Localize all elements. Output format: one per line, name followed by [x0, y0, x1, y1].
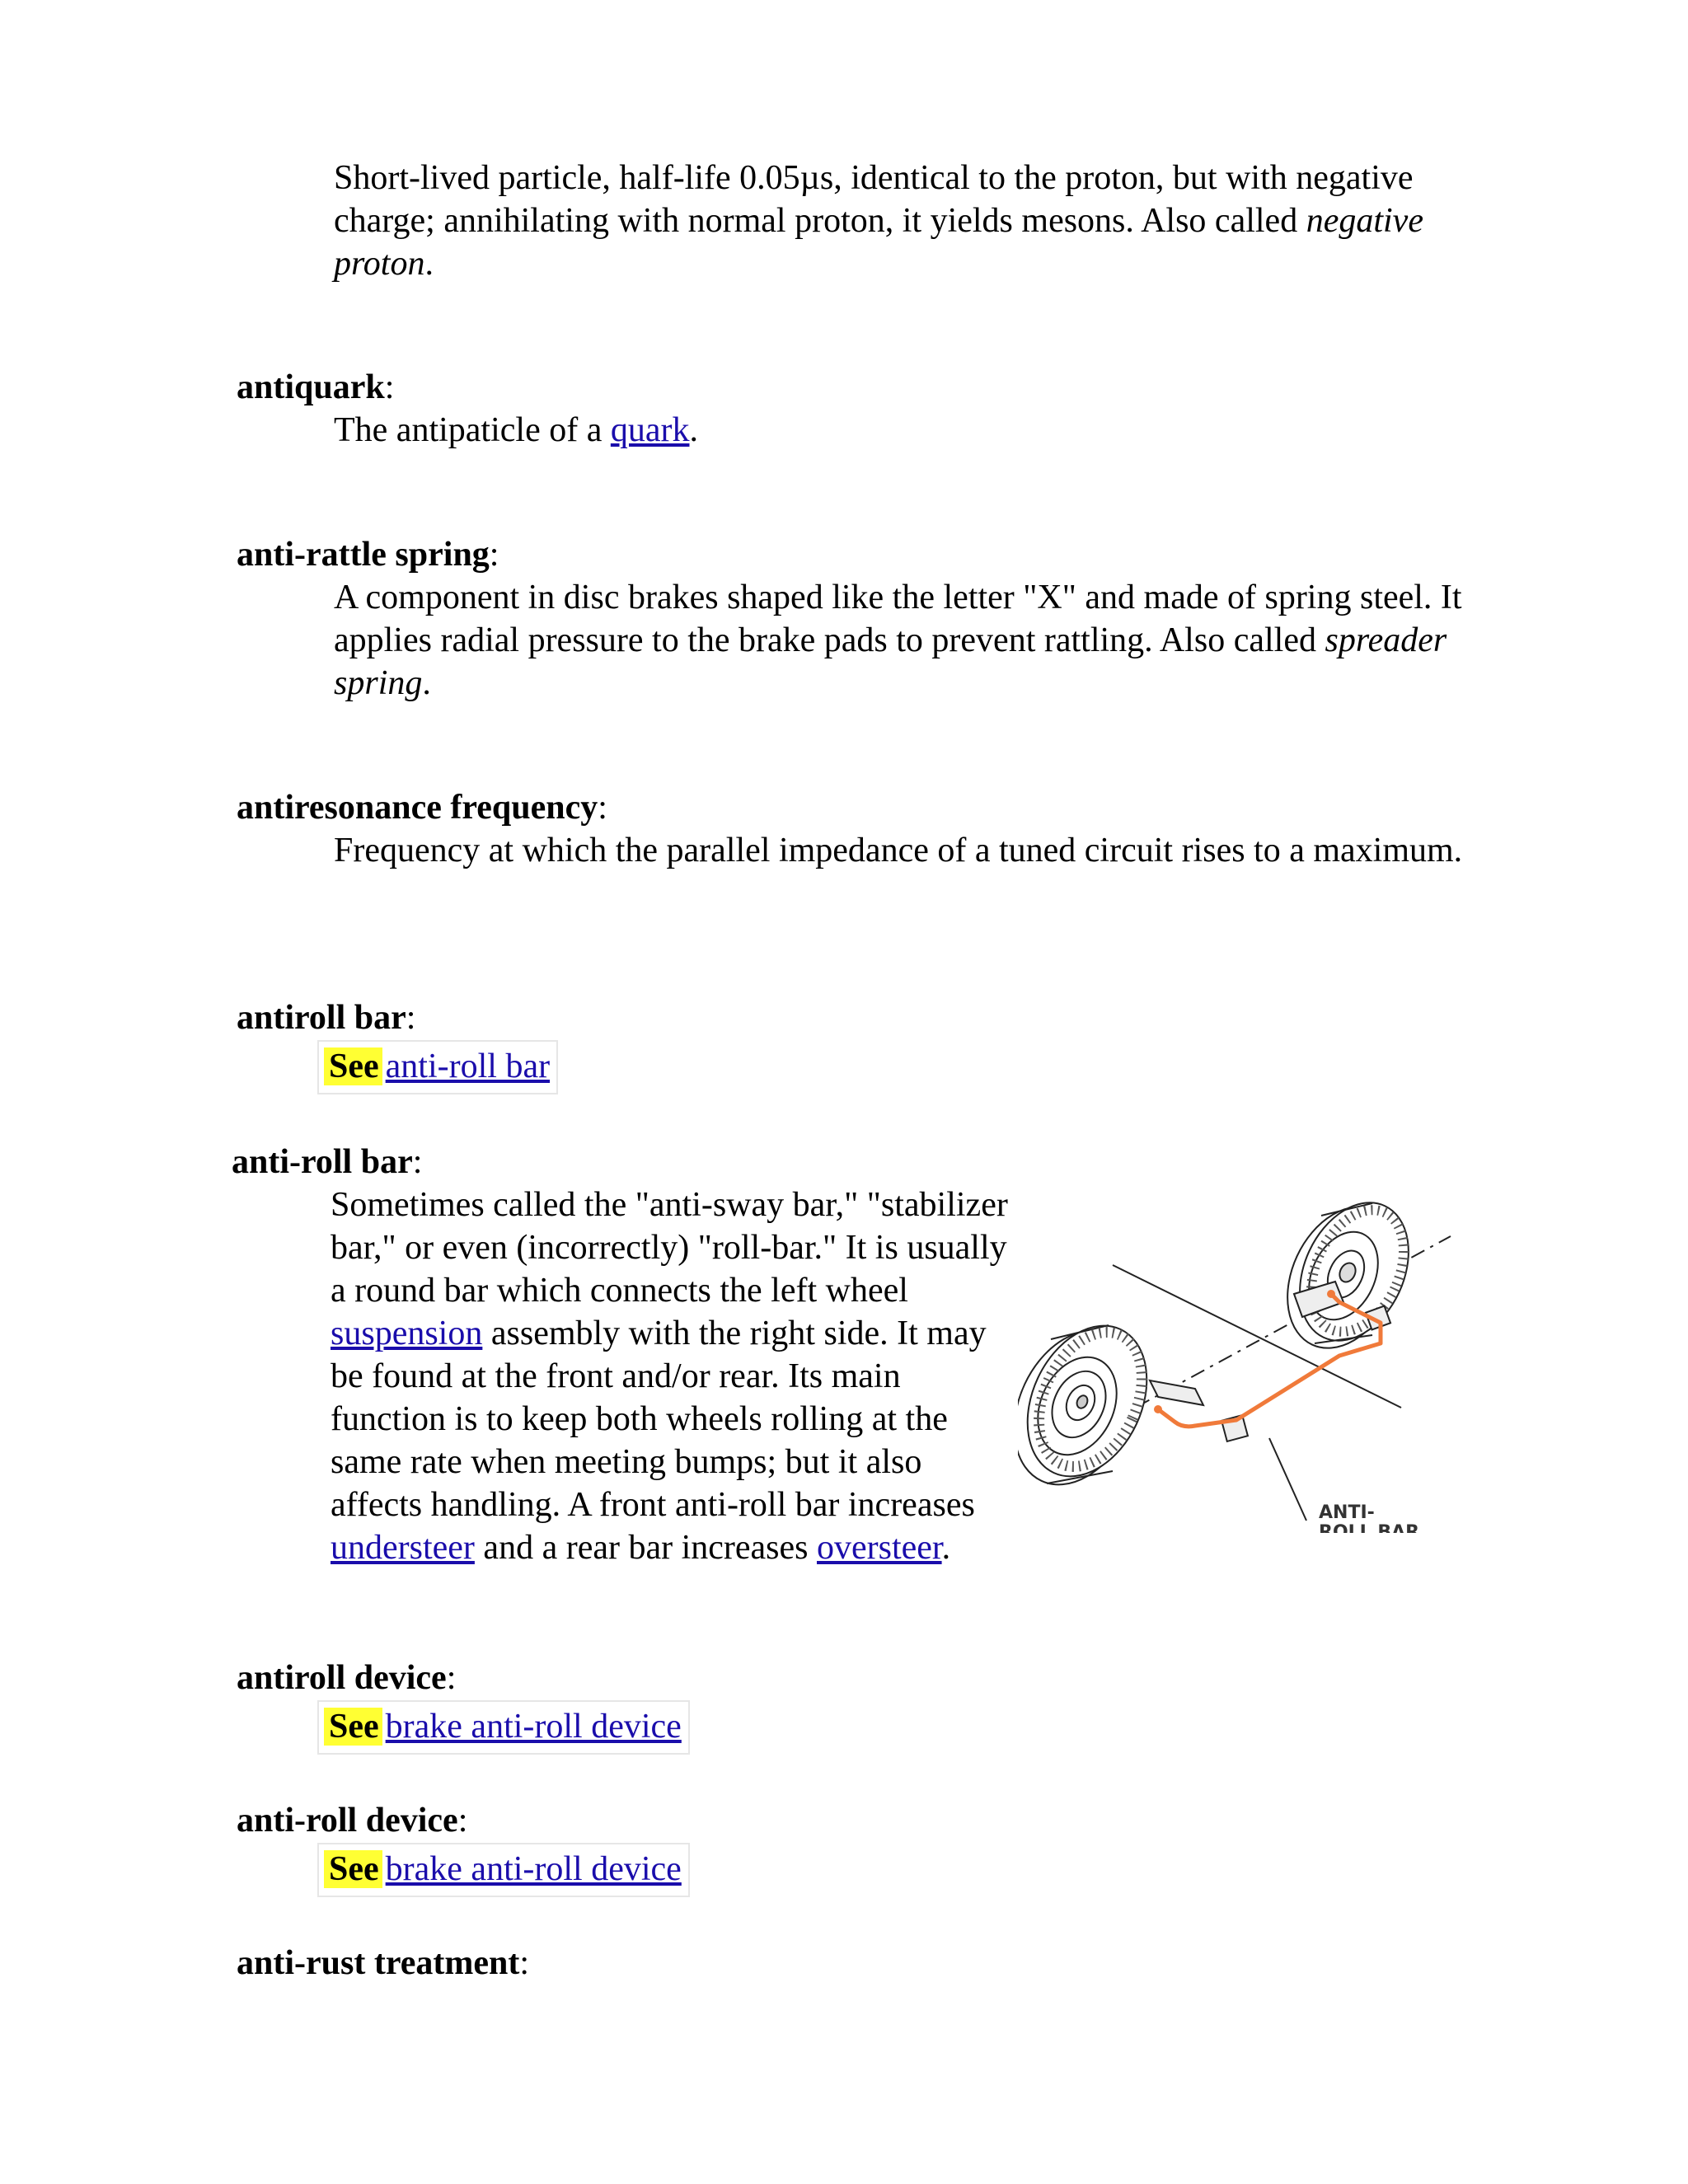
term-anti-roll-bar: anti-roll bar: — [232, 1143, 423, 1181]
brake-anti-roll-device-link[interactable]: brake anti-roll device — [385, 1708, 682, 1746]
term-label: anti-rust treatment — [237, 1944, 520, 1982]
definition-end: . — [689, 411, 698, 449]
antiquark-definition — [334, 409, 1471, 452]
definition-text: Short-lived particle, half-life 0.05µs, identical to the proton, but with negative charge; annihilating with normal proton, it yields mesons. Also called — [334, 159, 1414, 240]
label-pointer — [1269, 1438, 1306, 1521]
see-reference — [317, 1700, 690, 1755]
understeer-link[interactable]: understeer — [331, 1529, 475, 1567]
term-label: antiroll device — [237, 1659, 447, 1697]
see-label: See — [324, 1047, 382, 1085]
bar-end-rear — [1327, 1290, 1335, 1298]
term-antiquark: antiquark: — [237, 368, 395, 406]
antiresonance-frequency-definition — [334, 829, 1471, 872]
see-label: See — [324, 1708, 382, 1746]
front-wheel — [1018, 1306, 1170, 1504]
anti-rattle-spring-definition — [334, 576, 1471, 705]
figure-label-line2: ROLL BAR — [1319, 1522, 1420, 1533]
see-label: See — [324, 1850, 382, 1888]
front-mount — [1150, 1380, 1203, 1405]
term-antiroll-device: antiroll device: — [237, 1659, 457, 1697]
term-anti-roll-device: anti-roll device: — [237, 1802, 468, 1840]
definition-text: and a rear bar increases — [474, 1529, 817, 1567]
quark-link[interactable]: quark — [610, 411, 690, 449]
bar-end-front — [1154, 1405, 1162, 1413]
brake-anti-roll-device-link[interactable]: brake anti-roll device — [385, 1850, 682, 1888]
figure-label-line1: ANTI- — [1319, 1502, 1375, 1523]
rear-wheel — [1266, 1185, 1430, 1366]
term-label: anti-roll device — [237, 1802, 458, 1840]
see-reference — [317, 1843, 690, 1897]
see-reference — [317, 1040, 558, 1094]
term-anti-rattle-spring: anti-rattle spring: — [237, 536, 499, 574]
definition-end: . — [424, 245, 434, 283]
term-anti-rust-treatment: anti-rust treatment: — [237, 1944, 529, 1982]
definition-text: A component in disc brakes shaped like the letter "X" and made of spring steel. It applies radial pressure to the brake pads to prevent rattling. Also called — [334, 579, 1462, 659]
antiproton-definition — [334, 157, 1471, 285]
suspension-link[interactable]: suspension — [331, 1315, 483, 1352]
term-label: antiroll bar — [237, 999, 406, 1037]
anti-roll-bar-definition — [331, 1183, 1015, 1569]
term-antiroll-bar: antiroll bar: — [237, 999, 416, 1037]
oversteer-link[interactable]: oversteer — [817, 1529, 942, 1567]
term-label: anti-rattle spring — [237, 536, 490, 574]
term-antiresonance-frequency: antiresonance frequency: — [237, 789, 607, 827]
definition-alias: spreader spring — [334, 621, 1447, 702]
term-label: antiresonance frequency — [237, 789, 598, 827]
anti-roll-bar-link[interactable]: anti-roll bar — [385, 1047, 551, 1085]
definition-end: . — [941, 1529, 951, 1567]
definition-text: Frequency at which the parallel impedance of a tuned circuit rises to a maximum. — [334, 832, 1463, 869]
definition-end: . — [422, 664, 431, 702]
anti-roll-bar-illustration — [1018, 1179, 1463, 1533]
term-label: anti-roll bar — [232, 1143, 413, 1181]
suspension-diagram — [1018, 1179, 1463, 1533]
term-label: antiquark — [237, 368, 385, 406]
definition-text: assembly with the right side. It may be found at the front and/or rear. Its main function is to keep both wheels rolling at the same rate when meeting bumps; but it also affects handling. A front anti-roll bar increases — [331, 1315, 987, 1524]
definition-text: Sometimes called the "anti-sway bar," "stabilizer bar," or even (incorrectly) "roll-bar." It is usually a round bar which connects the left wheel — [331, 1186, 1008, 1310]
definition-text: The antipaticle of a — [334, 411, 611, 449]
definition-alias: negative proton — [334, 202, 1423, 283]
